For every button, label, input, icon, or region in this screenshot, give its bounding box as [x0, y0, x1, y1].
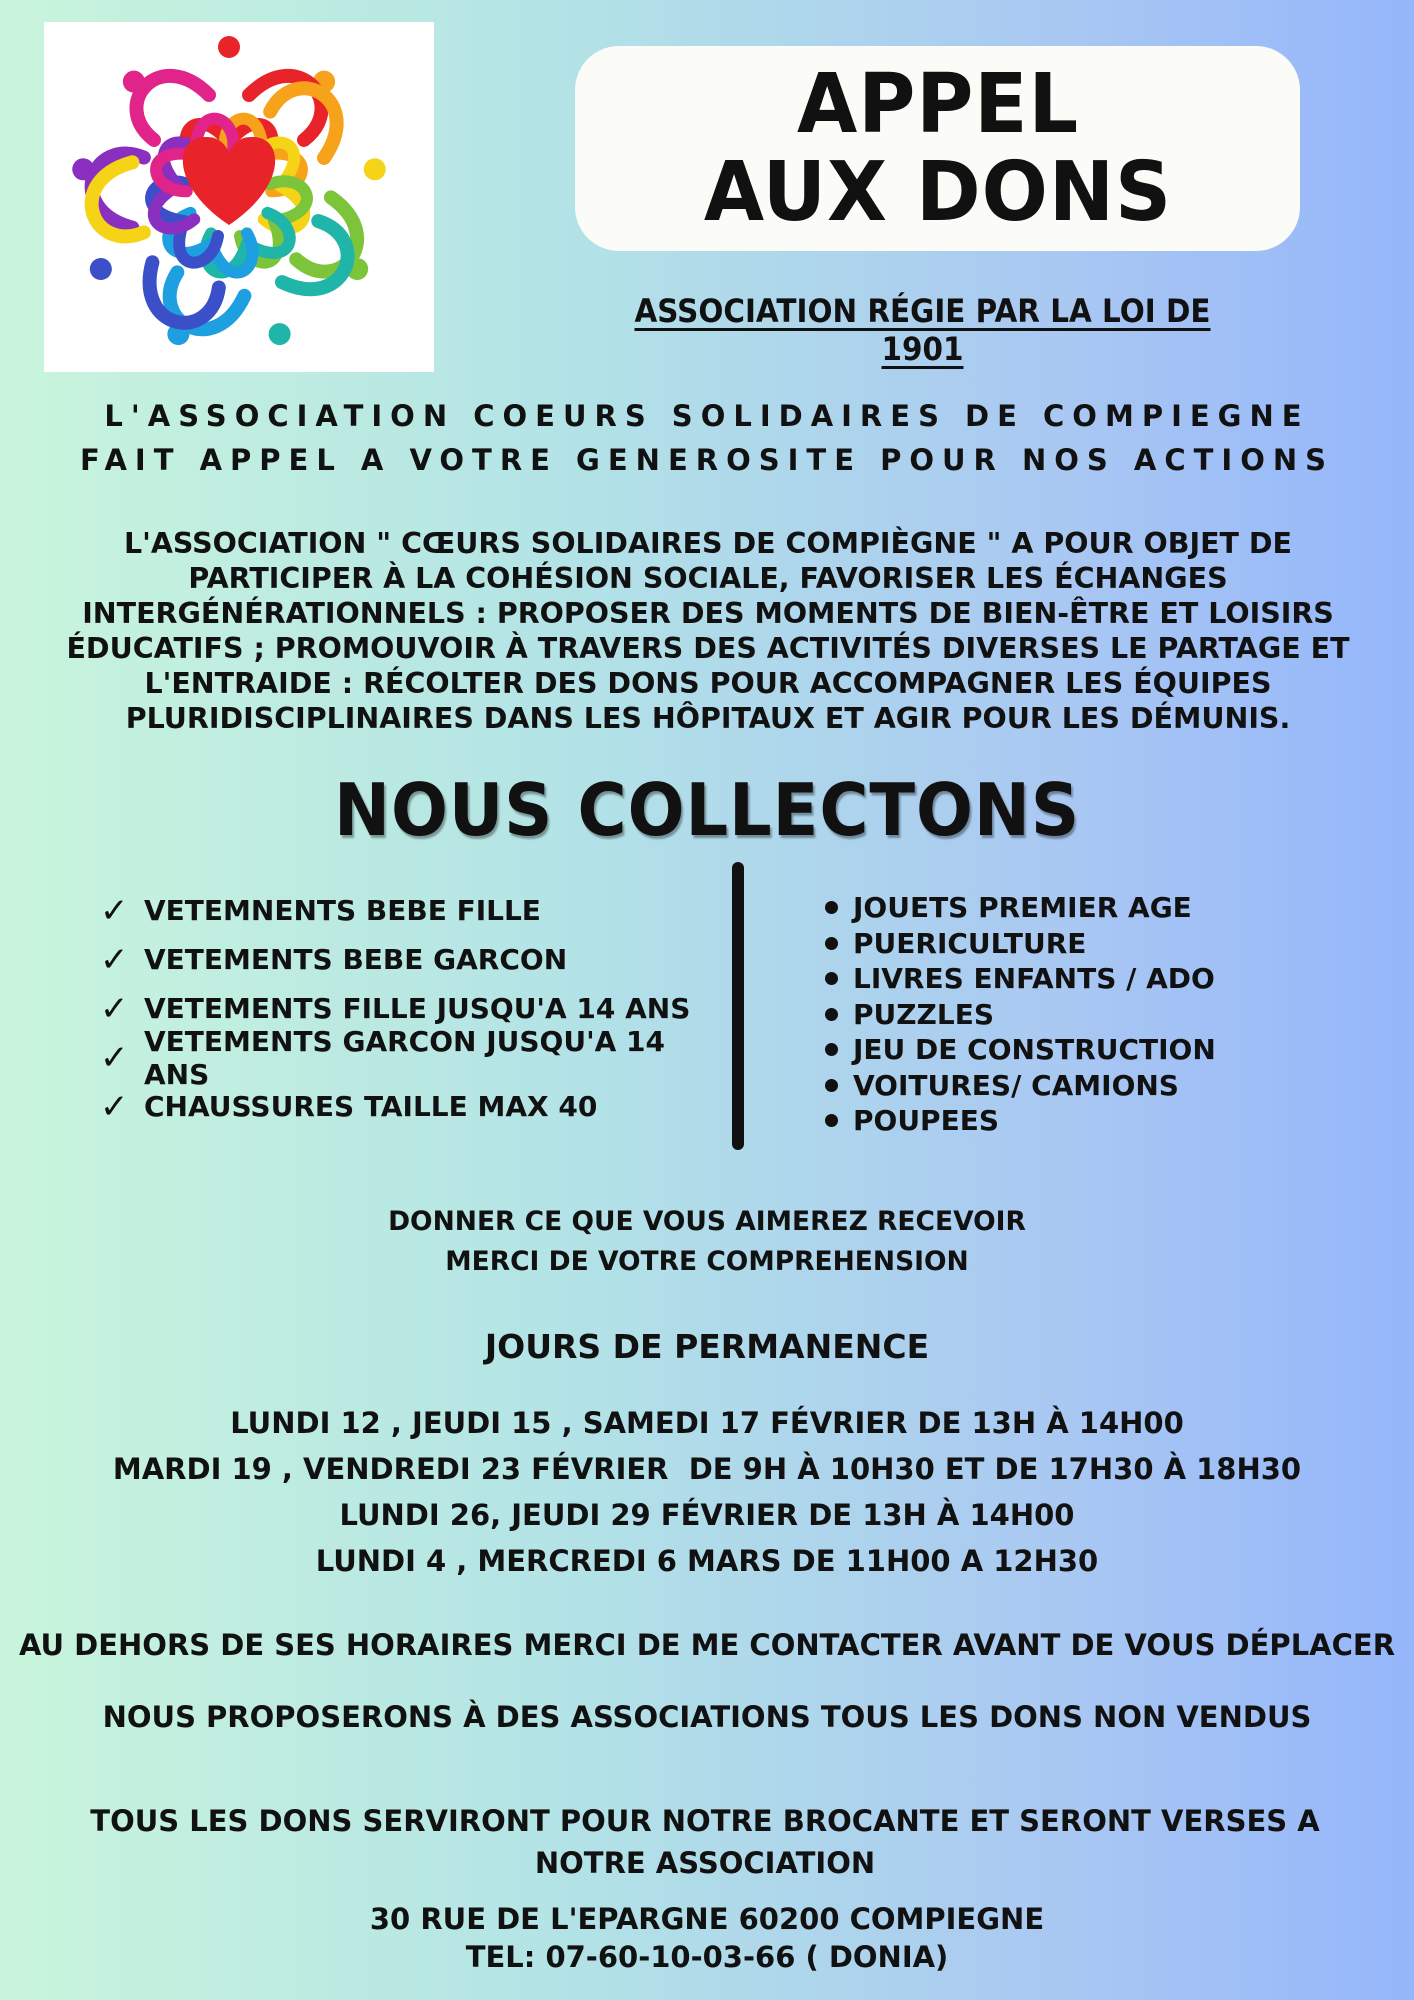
list-item: VOITURES/ CAMIONS — [825, 1068, 1325, 1104]
toys-list — [825, 890, 1325, 1139]
bullet-icon — [825, 972, 838, 985]
bullet-icon — [825, 1079, 838, 1092]
bullet-icon — [825, 1043, 838, 1056]
give-line-1: DONNER CE QUE VOUS AIMEREZ RECEVOIR — [388, 1206, 1026, 1237]
list-item: ✓ VETEMENTS BEBE GARCON — [100, 939, 568, 980]
list-item: POUPEES — [825, 1103, 1325, 1139]
phone: TEL: 07-60-10-03-66 ( DONIA) — [465, 1940, 949, 1974]
column-divider — [732, 862, 744, 1150]
bullet-icon — [825, 901, 838, 914]
schedule-line: MARDI 19 , VENDREDI 23 FÉVRIER DE 9H À 10H30 ET DE 17H30 À 18H30 — [112, 1452, 1302, 1486]
list-item: PUZZLES — [825, 997, 1325, 1033]
bullet-icon — [825, 1008, 838, 1021]
permanence-title: JOURS DE PERMANENCE — [484, 1327, 930, 1366]
unsold-note: NOUS PROPOSERONS À DES ASSOCIATIONS TOUS LES DONS NON VENDUS — [102, 1700, 1312, 1734]
list-item: ✓ VETEMENTS FILLE JUSQU'A 14 ANS — [100, 988, 691, 1029]
list-item: JEU DE CONSTRUCTION — [825, 1032, 1325, 1068]
clothing-list — [100, 886, 740, 1131]
association-description: L'ASSOCIATION " CŒURS SOLIDAIRES DE COMPIÈGNE " A POUR OBJET DE PARTICIPER À LA COHÉSION SOCIALE, FAVORISER LES ÉCHANGES INTERGÉNÉRATIONNELS : PROPOSER DES MOMENTS DE BIEN-ÊTRE ET LOISIRS ÉDUCATIFS ; PROMOUVOIR À TRAVERS DES ACTIVITÉS DIVERSES LE PARTAGE ET L'ENTRAIDE : RÉCOLTER DES DONS POUR ACCOMPAGNER LES ÉQUIPES PLURIDISCIPLINAIRES DANS LES HÔPITAUX ET AGIR POUR LES DÉMUNIS. — [66, 527, 1350, 735]
list-item: ✓ VETEMNENTS BEBE FILLE — [100, 890, 541, 931]
permanence-schedule — [0, 1400, 1414, 1584]
contact-info — [0, 1900, 1414, 1976]
list-item: ✓ VETEMENTS GARCON JUSQU'A 14 ANS — [100, 1024, 666, 1091]
collect-title: NOUS COLLECTONS — [334, 768, 1080, 852]
list-item: JOUETS PREMIER AGE — [825, 890, 1325, 926]
checkmark-icon: ✓ — [100, 1037, 129, 1078]
list-item: PUERICULTURE — [825, 926, 1325, 962]
bullet-icon — [825, 937, 838, 950]
call-line-2: FAIT APPEL A VOTRE GENEROSITE POUR NOS ACTIONS — [79, 443, 1334, 477]
list-item: LIVRES ENFANTS / ADO — [825, 961, 1325, 997]
bullet-icon — [825, 1114, 838, 1127]
brocante-note: TOUS LES DONS SERVIRONT POUR NOTRE BROCANTE ET SERONT VERSES A NOTRE ASSOCIATION — [90, 1804, 1320, 1880]
address: 30 RUE DE L'EPARGNE 60200 COMPIEGNE — [369, 1902, 1045, 1936]
title-banner — [575, 46, 1300, 251]
schedule-line: LUNDI 26, JEUDI 29 FÉVRIER DE 13H À 14H00 — [339, 1498, 1075, 1532]
checkmark-icon: ✓ — [100, 1086, 129, 1127]
give-line-2: MERCI DE VOTRE COMPREHENSION — [445, 1246, 969, 1277]
association-logo — [44, 22, 434, 372]
checkmark-icon: ✓ — [100, 988, 129, 1029]
checkmark-icon: ✓ — [100, 939, 129, 980]
schedule-line: LUNDI 4 , MERCREDI 6 MARS DE 11H00 A 12H30 — [315, 1544, 1099, 1578]
call-heading — [0, 394, 1414, 482]
heart-hands-logo-icon — [44, 22, 434, 372]
call-line-1: L'ASSOCIATION COEURS SOLIDAIRES DE COMPIEGNE — [104, 399, 1310, 433]
legal-subtitle: ASSOCIATION RÉGIE PAR LA LOI DE 1901 — [634, 292, 1211, 368]
give-message — [0, 1202, 1414, 1282]
checkmark-icon: ✓ — [100, 890, 129, 931]
list-item: ✓ CHAUSSURES TAILLE MAX 40 — [100, 1086, 598, 1127]
contact-note: AU DEHORS DE SES HORAIRES MERCI DE ME CONTACTER AVANT DE VOUS DÉPLACER — [18, 1628, 1396, 1662]
schedule-line: LUNDI 12 , JEUDI 15 , SAMEDI 17 FÉVRIER DE 13H À 14H00 — [230, 1406, 1184, 1440]
page-title: APPEL AUX DONS — [703, 56, 1172, 240]
